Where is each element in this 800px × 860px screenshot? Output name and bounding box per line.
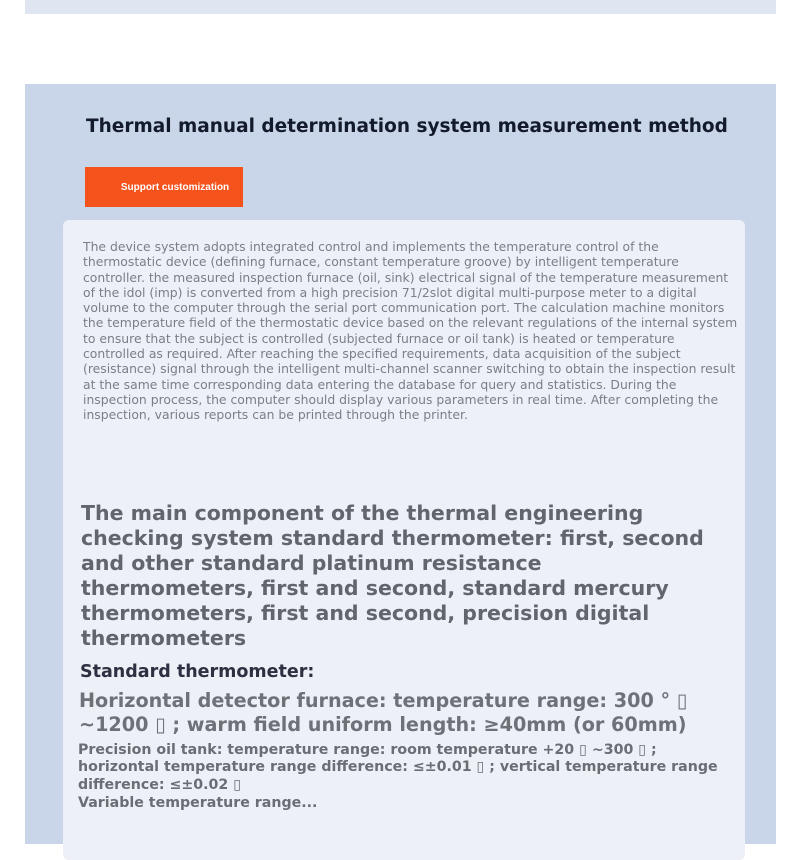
support-customization-button[interactable]: Support customization	[85, 167, 243, 207]
cut-off-spec-line: Variable temperature range...	[78, 795, 318, 811]
measurement-method-section	[25, 84, 776, 844]
previous-section-strip	[25, 0, 776, 14]
standard-thermometer-heading: Standard thermometer:	[80, 662, 315, 682]
content-card	[63, 220, 745, 860]
main-component-heading: The main component of the thermal engineering checking system standard thermometer: first, second and other standard platinum resistance thermometers, first and second, standard mercury thermometers, first and second, precision digital thermometers	[81, 501, 704, 650]
horizontal-furnace-spec: Horizontal detector furnace: temperature range: 300 ° ▯ ~1200 ▯ ; warm field uniform length: ≥40mm (or 60mm)	[79, 689, 688, 736]
precision-oil-tank-spec: Precision oil tank: temperature range: room temperature +20 ▯ ~300 ▯ ; horizontal temperature range difference: ≤±0.01 ▯ ; vertical temperature range difference: ≤±0.02 ▯	[78, 742, 718, 793]
section-title: Thermal manual determination system measurement method	[86, 116, 728, 137]
intro-paragraph: The device system adopts integrated control and implements the temperature control of the thermostatic device (defining furnace, constant temperature groove) by intelligent temperature controller. the measured inspection furnace (oil, sink) electrical signal of the temperature measurement of the idol (imp) is converted from a high precision 71/2slot digital multi-purpose meter to a digital volume to the computer through the serial port communication port. The calculation machine monitors the temperature field of the thermostatic device based on the relevant regulations of the internal system to ensure that the subject is controlled (subjected furnace or oil tank) is heated or temperature controlled as required. After reaching the specified requirements, data acquisition of the subject (resistance) signal through the intelligent multi-channel scanner switching to obtain the inspection result at the same time corresponding data entering the database for query and statistics. During the inspection process, the computer should display various parameters in real time. After completing the inspection, various reports can be printed through the printer.	[83, 239, 738, 423]
